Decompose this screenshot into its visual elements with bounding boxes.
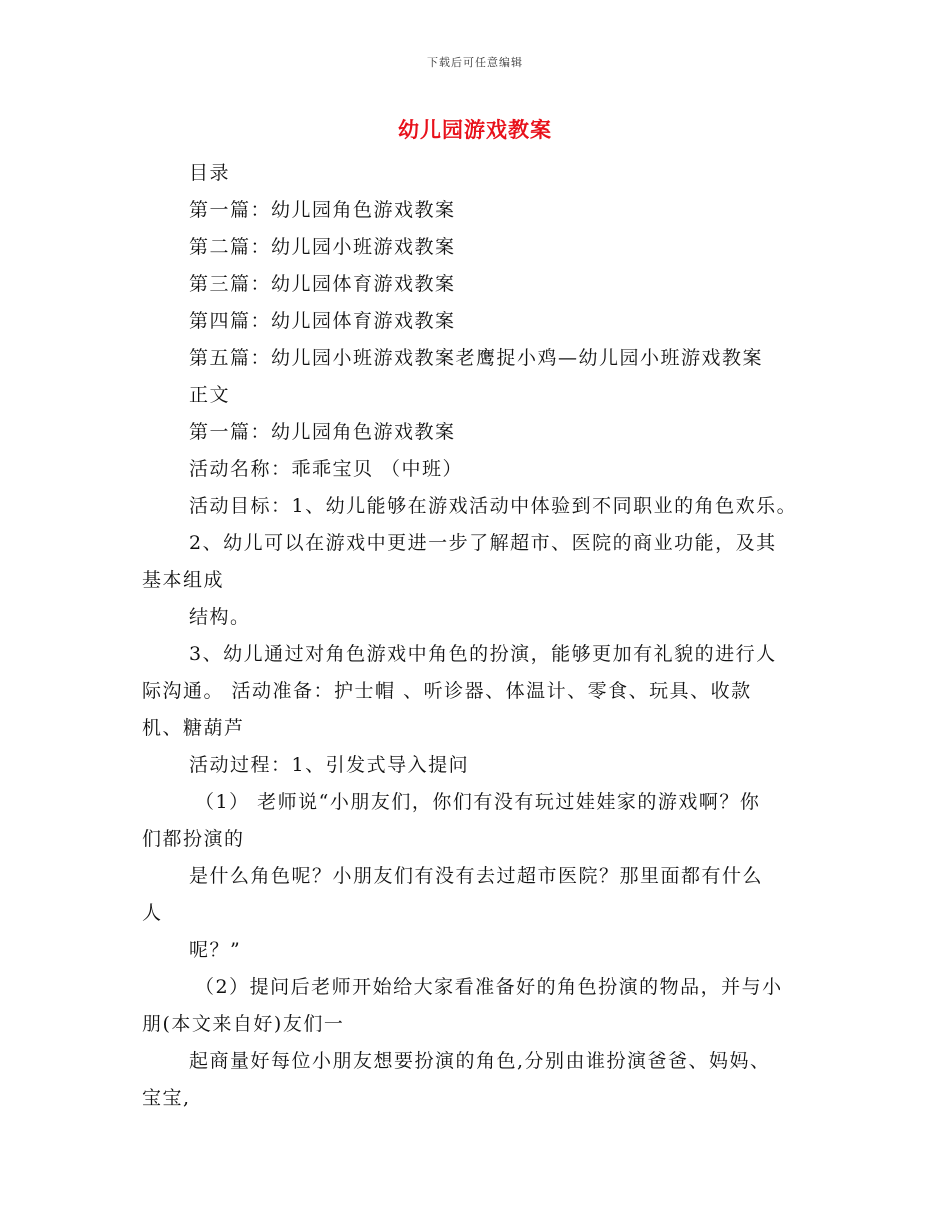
header-note: 下载后可任意编辑 — [427, 56, 523, 69]
process-step-1: （1） 老师说“小朋友们，你们有没有玩过娃娃家的游戏啊？你 — [195, 791, 761, 813]
document-title: 幼儿园游戏教案 — [398, 117, 552, 142]
process-step-2-end: 宝宝, — [142, 1087, 191, 1109]
process-step-2-cont: 朋(本文来自好)友们一 — [142, 1013, 345, 1035]
activity-goal-2: 2、幼儿可以在游戏中更进一步了解超市、医院的商业功能，及其 — [189, 532, 777, 554]
process-step-1-end: 呢？” — [189, 939, 242, 961]
section-title: 第一篇：幼儿园角色游戏教案 — [189, 421, 456, 443]
toc-item-3: 第三篇：幼儿园体育游戏教案 — [189, 273, 456, 295]
activity-goal-2-cont: 基本组成 — [142, 569, 225, 591]
activity-goal-1: 活动目标：1、幼儿能够在游戏活动中体验到不同职业的角色欢乐。 — [189, 495, 798, 517]
activity-name: 活动名称：乖乖宝贝 （中班） — [189, 458, 464, 480]
activity-prep: 际沟通。 活动准备：护士帽 、听诊器、体温计、零食、玩具、收款 — [142, 680, 752, 702]
process-step-2: （2）提问后老师开始给大家看准备好的角色扮演的物品，并与小 — [195, 976, 783, 998]
process-step-1-cont: 们都扮演的 — [142, 828, 245, 850]
process-step-1-cont-3: 人 — [142, 902, 163, 924]
body-heading: 正文 — [189, 384, 231, 406]
process-step-1-cont-2: 是什么角色呢？小朋友们有没有去过超市医院？那里面都有什么 — [189, 865, 764, 887]
document-body — [142, 155, 822, 1117]
activity-process: 活动过程：1、引发式导入提问 — [189, 754, 470, 776]
activity-goal-2-end: 结构。 — [189, 606, 251, 628]
process-step-2-cont-2: 起商量好每位小朋友想要扮演的角色,分别由谁扮演爸爸、妈妈、 — [189, 1050, 771, 1072]
toc-item-2: 第二篇：幼儿园小班游戏教案 — [189, 236, 456, 258]
toc-item-1: 第一篇：幼儿园角色游戏教案 — [189, 199, 456, 221]
toc-heading: 目录 — [189, 162, 231, 184]
activity-goal-3: 3、幼儿通过对角色游戏中角色的扮演，能够更加有礼貌的进行人 — [189, 643, 777, 665]
toc-item-4: 第四篇：幼儿园体育游戏教案 — [189, 310, 456, 332]
toc-item-5: 第五篇：幼儿园小班游戏教案老鹰捉小鸡—幼儿园小班游戏教案 — [189, 347, 764, 369]
activity-prep-cont: 机、糖葫芦 — [142, 717, 245, 739]
